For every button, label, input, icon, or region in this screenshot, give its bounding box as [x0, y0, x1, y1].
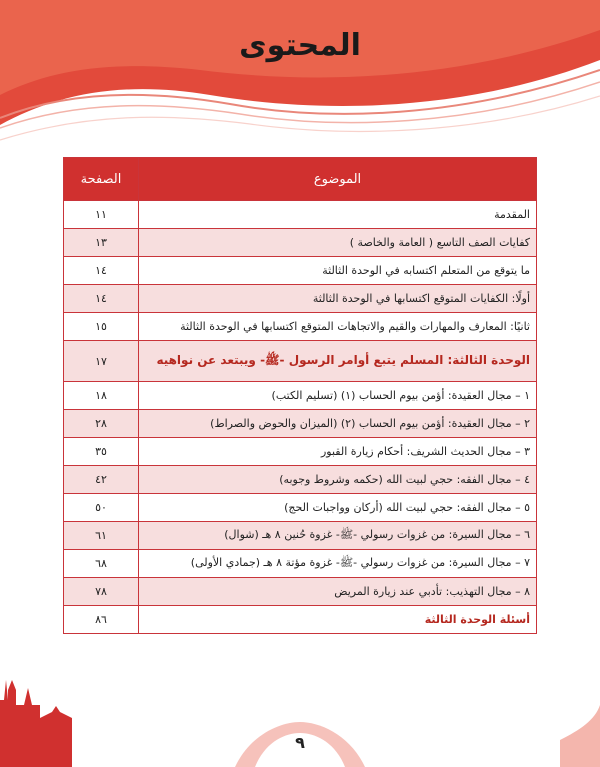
contents-table: [63, 157, 537, 634]
table-row[interactable]: [64, 606, 537, 634]
row-page: ٨٦: [64, 606, 139, 634]
table-row[interactable]: [64, 285, 537, 313]
row-topic: ٣ – مجال الحديث الشريف: أحكام زيارة القبور: [139, 438, 537, 466]
row-topic: ثانيًا: المعارف والمهارات والقيم والاتجاهات المتوقع اكتسابها في الوحدة الثالثة: [139, 313, 537, 341]
row-page: ١٣: [64, 229, 139, 257]
table-row[interactable]: [64, 229, 537, 257]
table-row[interactable]: [64, 438, 537, 466]
unit-heading: الوحدة الثالثة: المسلم يتبع أوامر الرسول -ﷺ- ويبتعد عن نواهيه: [139, 341, 537, 382]
row-page: ١١: [64, 201, 139, 229]
row-topic: ٢ – مجال العقيدة: أؤمن بيوم الحساب (٢) (الميزان والحوض والصراط): [139, 410, 537, 438]
row-page: ٥٠: [64, 494, 139, 522]
page-number: ٩: [295, 733, 305, 752]
table-row[interactable]: [64, 522, 537, 550]
table-row[interactable]: [64, 257, 537, 285]
row-topic: ما يتوقع من المتعلم اكتسابه في الوحدة الثالثة: [139, 257, 537, 285]
row-page: ٣٥: [64, 438, 139, 466]
row-topic: ٧ – مجال السيرة: من غزوات رسولي -ﷺ- غزوة مؤتة ٨ هـ (جمادي الأولى): [139, 550, 537, 578]
table-row[interactable]: [64, 466, 537, 494]
row-topic: ١ – مجال العقيدة: أؤمن بيوم الحساب (١) (تسليم الكتب): [139, 382, 537, 410]
row-topic: أولًا: الكفايات المتوقع اكتسابها في الوحدة الثالثة: [139, 285, 537, 313]
table-row-unit[interactable]: [64, 341, 537, 382]
page-header: الصفحة: [64, 158, 139, 201]
table-row[interactable]: [64, 382, 537, 410]
topic-header: الموضوع: [139, 158, 537, 201]
table-row[interactable]: [64, 578, 537, 606]
row-topic: ٦ – مجال السيرة: من غزوات رسولي -ﷺ- غزوة حُنين ٨ هـ (شوال): [139, 522, 537, 550]
row-page: ١٤: [64, 257, 139, 285]
row-topic: ٤ – مجال الفقه: حجي لبيت الله (حكمه وشروط وجوبه): [139, 466, 537, 494]
row-page: ٦٨: [64, 550, 139, 578]
page-title: المحتوى: [239, 28, 361, 63]
table-header: [64, 158, 537, 201]
row-topic: المقدمة: [139, 201, 537, 229]
row-page: ١٥: [64, 313, 139, 341]
table-row[interactable]: [64, 410, 537, 438]
table-row[interactable]: [64, 201, 537, 229]
table-row[interactable]: [64, 550, 537, 578]
row-page: ١٨: [64, 382, 139, 410]
row-topic: ٥ – مجال الفقه: حجي لبيت الله (أركان وواجبات الحج): [139, 494, 537, 522]
row-page: ٢٨: [64, 410, 139, 438]
row-topic: كفايات الصف التاسع ( العامة والخاصة ): [139, 229, 537, 257]
review-heading: أسئلة الوحدة الثالثة: [139, 606, 537, 634]
row-page: ١٤: [64, 285, 139, 313]
table-row[interactable]: [64, 313, 537, 341]
row-page: ٦١: [64, 522, 139, 550]
row-topic: ٨ – مجال التهذيب: تأدبي عند زيارة المريض: [139, 578, 537, 606]
row-page: ٧٨: [64, 578, 139, 606]
table-row[interactable]: [64, 494, 537, 522]
row-page: ٤٢: [64, 466, 139, 494]
row-page: ١٧: [64, 341, 139, 382]
